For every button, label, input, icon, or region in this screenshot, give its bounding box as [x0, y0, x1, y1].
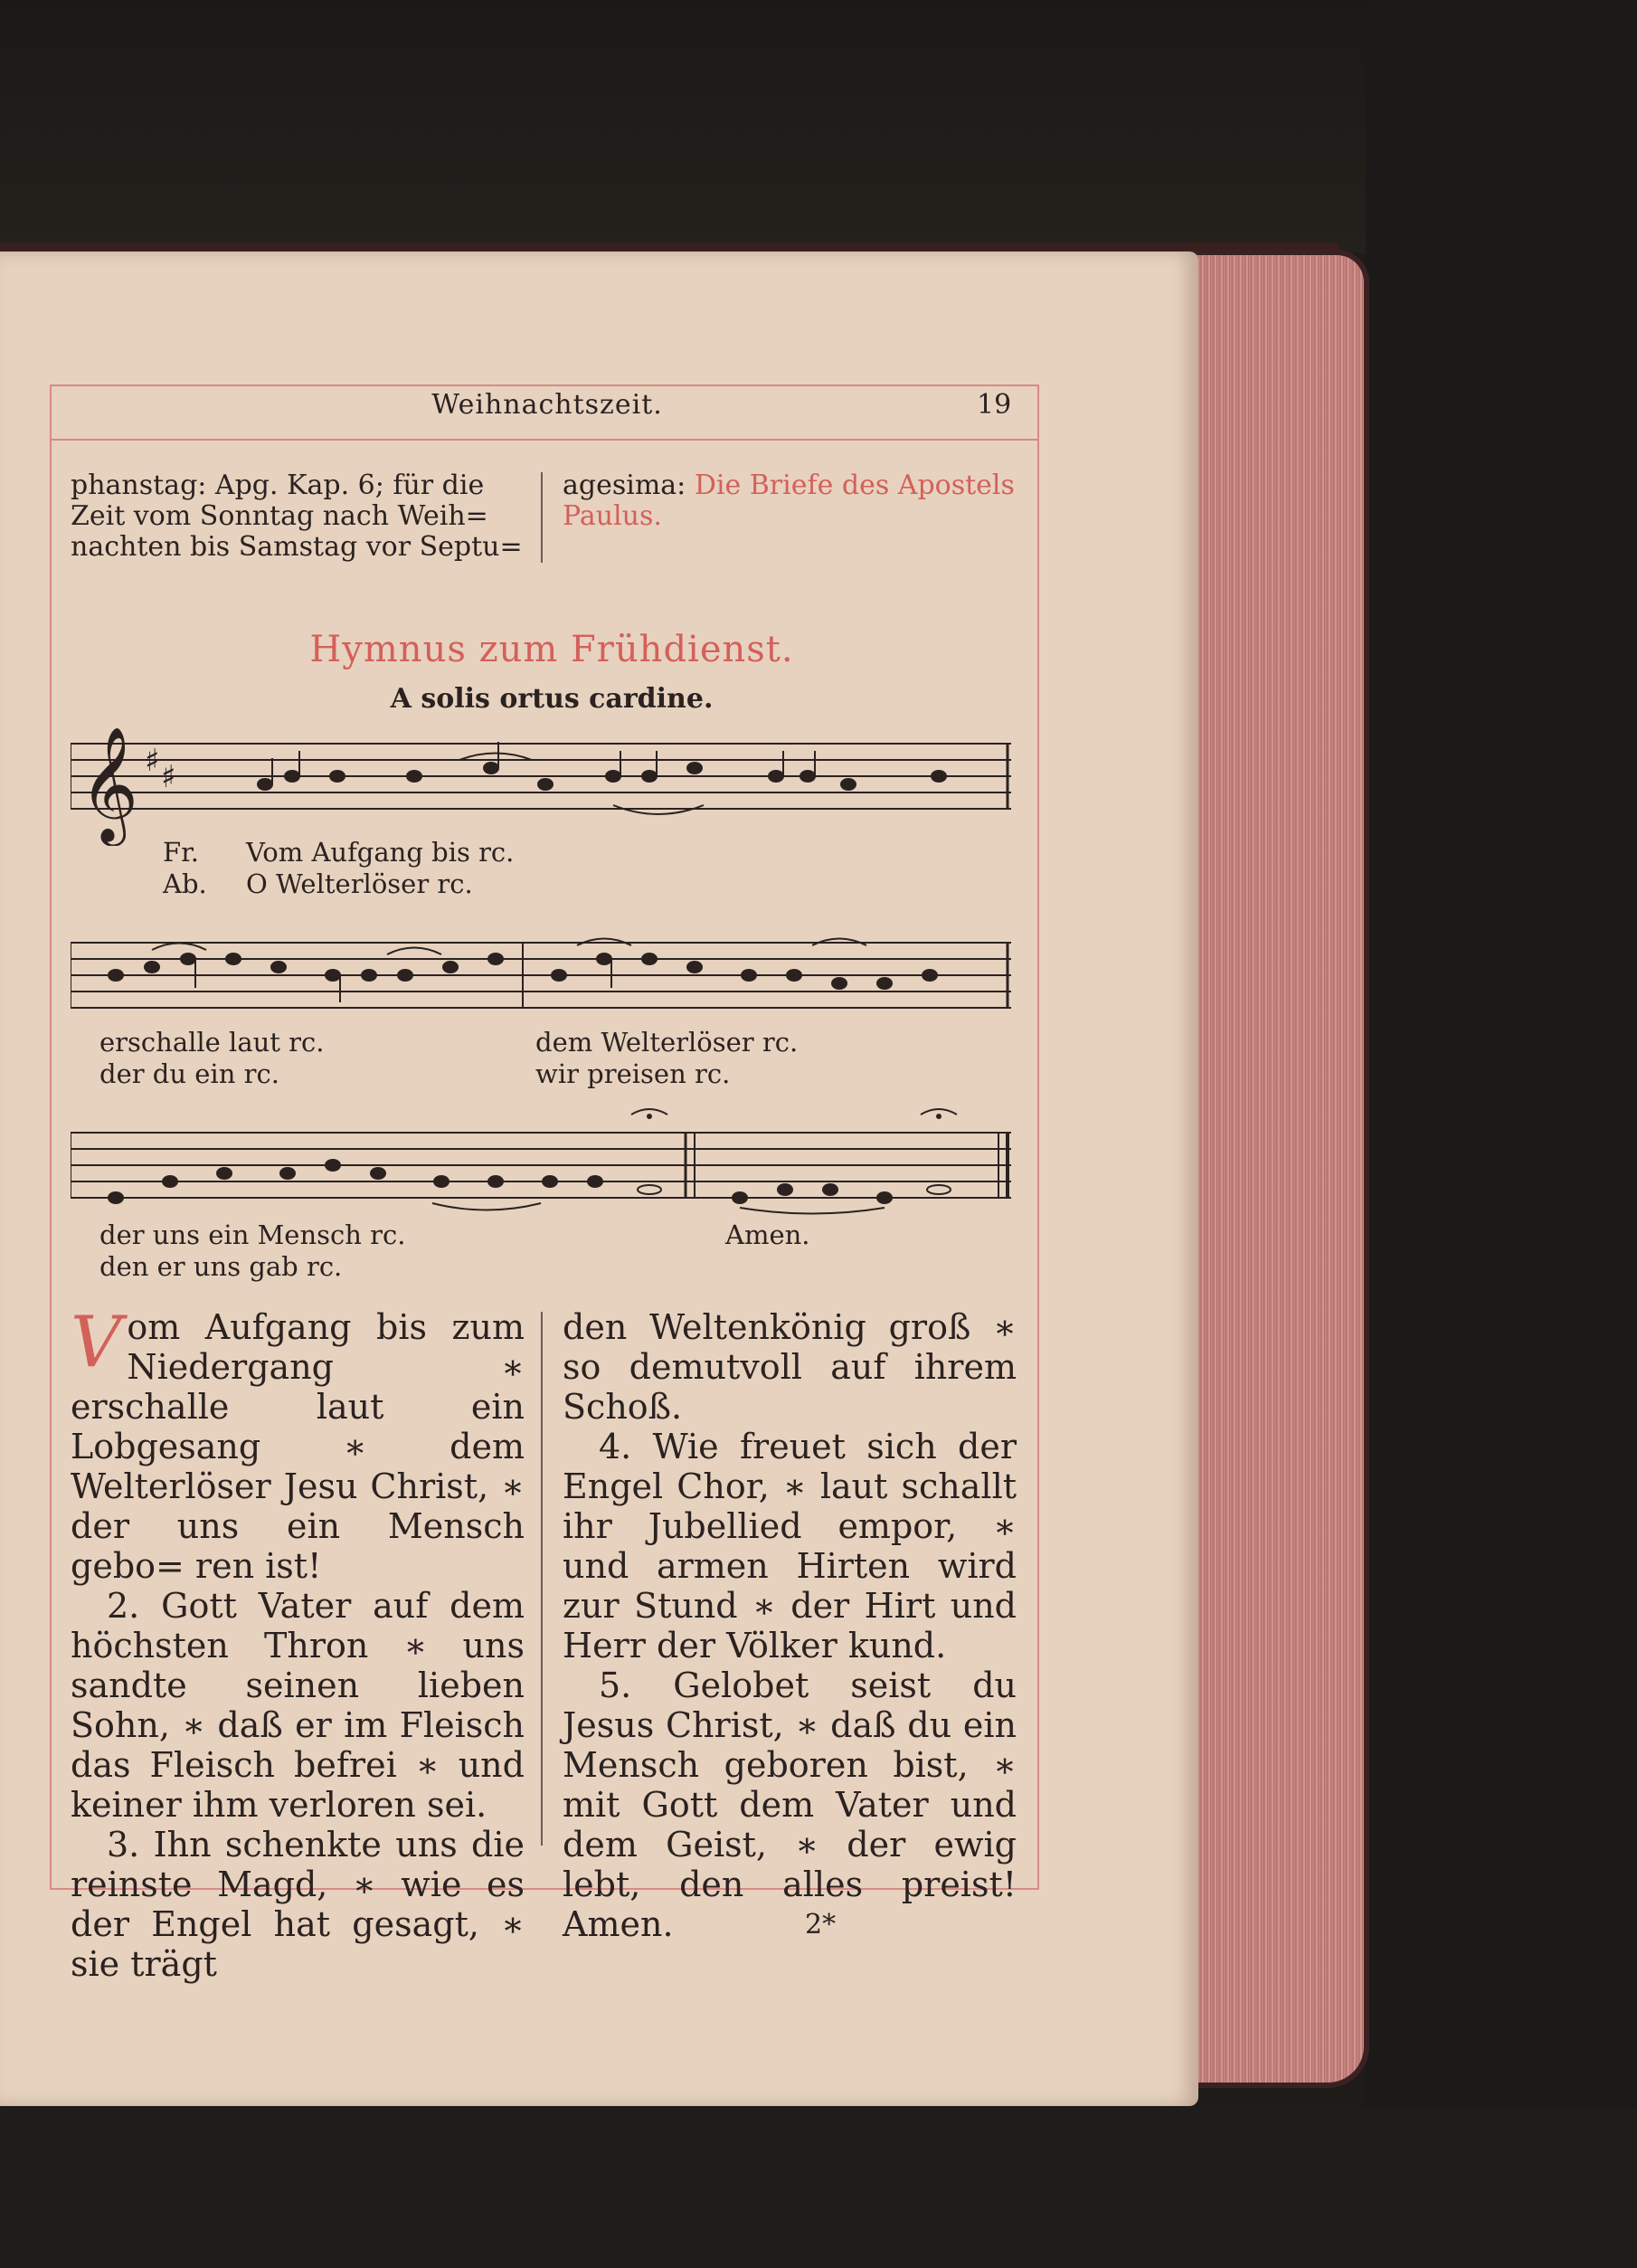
lyric-amen: Amen.	[725, 1219, 810, 1250]
top-left-column	[71, 470, 523, 563]
lyric-line-2b-right: wir preisen rc.	[535, 1058, 731, 1089]
body-right-column	[563, 1307, 1017, 1944]
page-number: 19	[977, 389, 1012, 421]
hymn-stanza-2: 2. Gott Vater auf dem höchsten Thron ∗ uns sandte seinen lieben Sohn, ∗ daß er im Fleisch das Fleisch befrei ∗ und keiner ihm verloren sei.	[71, 1586, 525, 1825]
top-right-rubric-2: Paulus.	[563, 500, 662, 532]
top-left-line: Zeit vom Sonntag nach Weih=	[71, 500, 488, 532]
stanza-text: om Aufgang bis zum Niedergang ∗ erschalle laut ein Lobgesang ∗ dem Welterlöser Jesu Christ, ∗ der uns ein Mensch gebo= ren ist!	[71, 1307, 525, 1586]
fermata-icon	[936, 1114, 942, 1119]
top-right-rubric-1: Die Briefe des Apostels	[694, 470, 1015, 501]
lyric-line-1b: O Welterlöser rc.	[246, 868, 473, 899]
background-right	[1366, 0, 1637, 2268]
verse-label-morning: Fr.	[163, 837, 200, 868]
hymn-subtitle: A solis ortus cardine.	[390, 683, 714, 715]
lyric-line-3a-left: der uns ein Mensch rc.	[99, 1219, 406, 1250]
header-rule	[50, 439, 1037, 441]
body-left-column	[71, 1302, 525, 1984]
music-staff-1	[71, 724, 1016, 846]
top-left-line: phanstag: Apg. Kap. 6; für die	[71, 470, 485, 501]
background-bottom	[0, 2108, 1637, 2268]
lyric-line-2a-left: erschalle laut rc.	[99, 1027, 325, 1058]
hymn-stanza-4: 4. Wie freuet sich der Engel Chor, ∗ laut schallt ihr Jubellied empor, ∗ und armen Hirten wird zur Stund ∗ der Hirt und Herr der Völker kund.	[563, 1427, 1017, 1665]
hymn-title: Hymnus zum Frühdienst.	[309, 629, 794, 670]
column-divider-top	[541, 472, 543, 563]
fermata-icon	[647, 1114, 652, 1119]
treble-clef-icon: 𝄞	[80, 726, 139, 841]
stems-row-2	[152, 939, 866, 1003]
sharp-icon: ♯	[161, 759, 176, 795]
hymn-stanza-3-cont: den Weltenkönig groß ∗ so demutvoll auf ihrem Schoß.	[563, 1307, 1017, 1427]
lyric-line-3b-left: den er uns gab rc.	[99, 1251, 343, 1282]
top-right-column	[563, 470, 1033, 532]
signature-mark: 2*	[805, 1909, 837, 1941]
lyric-line-2a-right: dem Welterlöser rc.	[535, 1027, 799, 1058]
top-right-prefix: agesima:	[563, 470, 686, 501]
top-left-line: nachten bis Samstag vor Septu=	[71, 531, 523, 563]
hymn-stanza-5: 5. Gelobet seist du Jesus Christ, ∗ daß du ein Mensch geboren bist, ∗ mit Gott dem Vater und dem Geist, ∗ der ewig lebt, den alles preist! Amen.	[563, 1665, 1017, 1944]
lyric-line-1a: Vom Aufgang bis rc.	[246, 837, 515, 868]
drop-cap-initial: V	[71, 1302, 122, 1383]
book-page-edges	[1192, 255, 1364, 2083]
running-head: Weihnachtszeit.	[431, 389, 663, 421]
music-staff-3	[71, 1104, 1016, 1217]
verse-label-evening: Ab.	[163, 868, 207, 899]
staff-lines	[71, 744, 1011, 809]
sharp-icon: ♯	[145, 743, 160, 779]
hymn-stanza-1	[71, 1302, 525, 1586]
hymn-stanza-3: 3. Ihn schenkte uns die reinste Magd, ∗ wie es der Engel hat gesagt, ∗ sie trägt	[71, 1825, 525, 1984]
column-divider-body	[541, 1312, 543, 1846]
music-staff-2	[71, 923, 1016, 1027]
staff-lines	[71, 943, 1011, 1008]
staff-lines	[71, 1133, 1011, 1198]
stems-row-1	[272, 742, 815, 814]
lyric-line-2b-left: der du ein rc.	[99, 1058, 279, 1089]
